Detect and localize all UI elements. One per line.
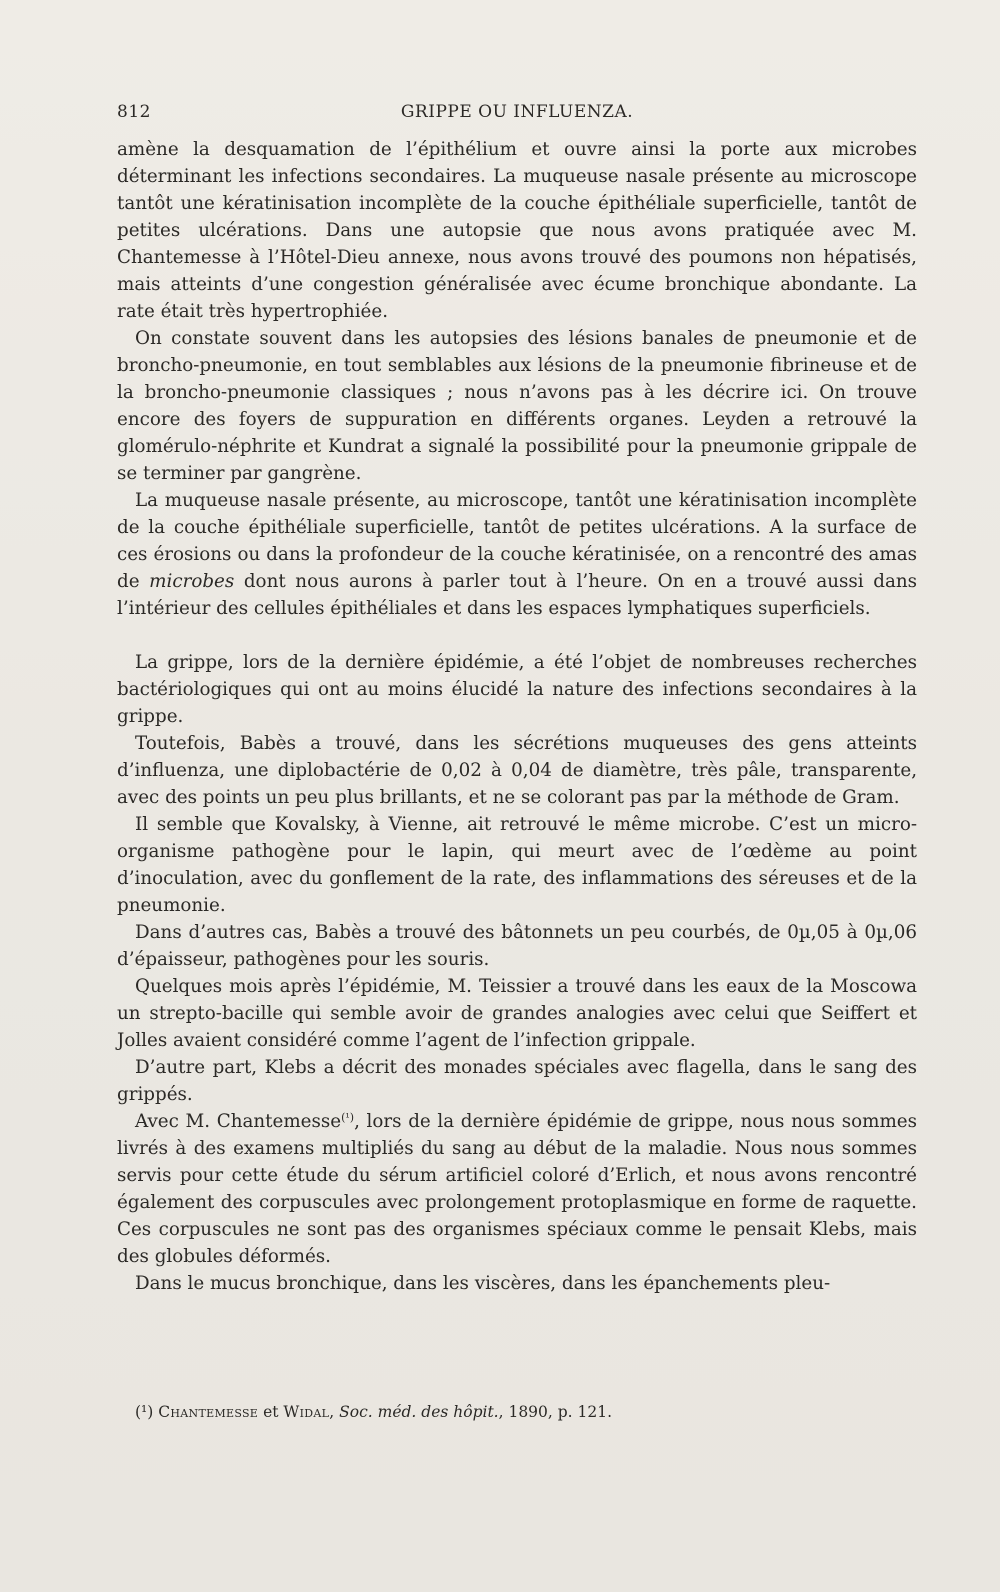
paragraph-text: Avec M. Chantemesse — [135, 1111, 342, 1132]
paragraph-text: La grippe, lors de la dernière épidémie, a été l’objet de nombreuses recherches bactériologiques qui ont au moins élucidé la nature des infections secondaires à la grippe. — [117, 652, 917, 727]
footnote-author: Chantemesse — [158, 1403, 259, 1421]
running-head: GRIPPE OU INFLUENZA. — [400, 102, 634, 122]
paragraph — [117, 325, 917, 487]
footnote: (¹) Chantemesse et Widal, Soc. méd. des hôpit., 1890, p. 121. — [135, 1403, 613, 1421]
body-text — [117, 136, 917, 1297]
paragraph — [117, 649, 917, 730]
paragraph-text: On constate souvent dans les autopsies des lésions banales de pneumonie et de broncho-pneumonie, en tout semblables aux lésions de la pneumonie fibrineuse et de la broncho-pneumonie classiques ; nous n’avons pas à les décrire ici. On trouve encore des foyers de suppuration en différents organes. Leyden a retrouvé la glomérulo-néphrite et Kundrat a signalé la possibilité pour la pneumonie grippale de se terminer par gangrène. — [117, 328, 917, 484]
paragraph-text: D’autre part, Klebs a décrit des monades spéciales avec flagella, dans le sang des grippés. — [117, 1057, 917, 1105]
paragraph-text: Dans d’autres cas, Babès a trouvé des bâtonnets un peu courbés, de 0µ,05 à 0µ,06 d’épaisseur, pathogènes pour les souris. — [117, 922, 917, 970]
paragraph-text: La muqueuse nasale présente, au microscope, tantôt une kératinisation incomplète de la couche épithéliale superficielle, tantôt de petites ulcérations. A la surface de ces érosions ou dans la profondeur de la couche kératinisée, on a rencontré des amas de — [117, 490, 917, 592]
paragraph — [117, 1108, 917, 1270]
paragraph — [117, 1054, 917, 1108]
paragraph — [117, 1270, 917, 1297]
footnote-conjunction: et — [263, 1403, 279, 1421]
footnote-reference: (¹) — [341, 1111, 355, 1124]
paragraph-text: Toutefois, Babès a trouvé, dans les sécrétions muqueuses des gens atteints d’influenza, une diplobactérie de 0,02 à 0,04 de diamètre, très pâle, transparente, avec des points un peu plus brillants, et ne se colorant pas par la méthode de Gram. — [117, 733, 917, 808]
footnote-marker: (¹) — [135, 1403, 154, 1421]
paragraph-text: dont nous aurons à parler tout à l’heure. On en a trouvé aussi dans l’intérieur des cellules épithéliales et dans les espaces lymphatiques superficiels. — [117, 571, 917, 619]
italic-term: microbes — [149, 571, 235, 592]
footnote-author: Widal — [283, 1403, 330, 1421]
footnote-details: , 1890, p. 121. — [498, 1403, 613, 1421]
paragraph — [117, 487, 917, 622]
paragraph-text: Il semble que Kovalsky, à Vienne, ait retrouvé le même microbe. C’est un micro-organisme pathogène pour le lapin, qui meurt avec de l’œdème au point d’inoculation, avec du gonflement de la rate, des inflammations des séreuses et de la pneumonie. — [117, 814, 917, 916]
paragraph — [117, 730, 917, 811]
paragraph — [117, 973, 917, 1054]
paragraph-text: , lors de la dernière épidémie de grippe, nous nous sommes livrés à des examens multipliés du sang au début de la maladie. Nous nous sommes servis pour cette étude du sérum artificiel coloré d’Erlich, et nous avons rencontré également des corpuscules avec prolongement protoplasmique en forme de raquette. Ces corpuscules ne sont pas des organismes spéciaux comme le pensait Klebs, mais des globules déformés. — [117, 1111, 917, 1267]
paragraph-text: amène la desquamation de l’épithélium et ouvre ainsi la porte aux microbes déterminant les infections secondaires. La muqueuse nasale présente au microscope tantôt une kératinisation incomplète de la couche épithéliale superficielle, tantôt de petites ulcérations. Dans une autopsie que nous avons pratiquée avec M. Chantemesse à l’Hôtel-Dieu annexe, nous avons trouvé des poumons non hépatisés, mais atteints d’une congestion généralisée avec écume bronchique abondante. La rate était très hypertrophiée. — [117, 139, 917, 322]
paragraph — [117, 136, 917, 325]
paragraph — [117, 919, 917, 973]
paragraph-text: Dans le mucus bronchique, dans les viscères, dans les épanchements pleu- — [135, 1273, 831, 1294]
footnote-journal: Soc. méd. des hôpit. — [339, 1403, 499, 1421]
page-number: 812 — [117, 102, 151, 122]
paragraph — [117, 811, 917, 919]
paragraph-text: Quelques mois après l’épidémie, M. Teissier a trouvé dans les eaux de la Moscowa un strepto-bacille qui semble avoir de grandes analogies avec celui que Seiffert et Jolles avaient considéré comme l’agent de l’infection grippale. — [117, 976, 917, 1051]
